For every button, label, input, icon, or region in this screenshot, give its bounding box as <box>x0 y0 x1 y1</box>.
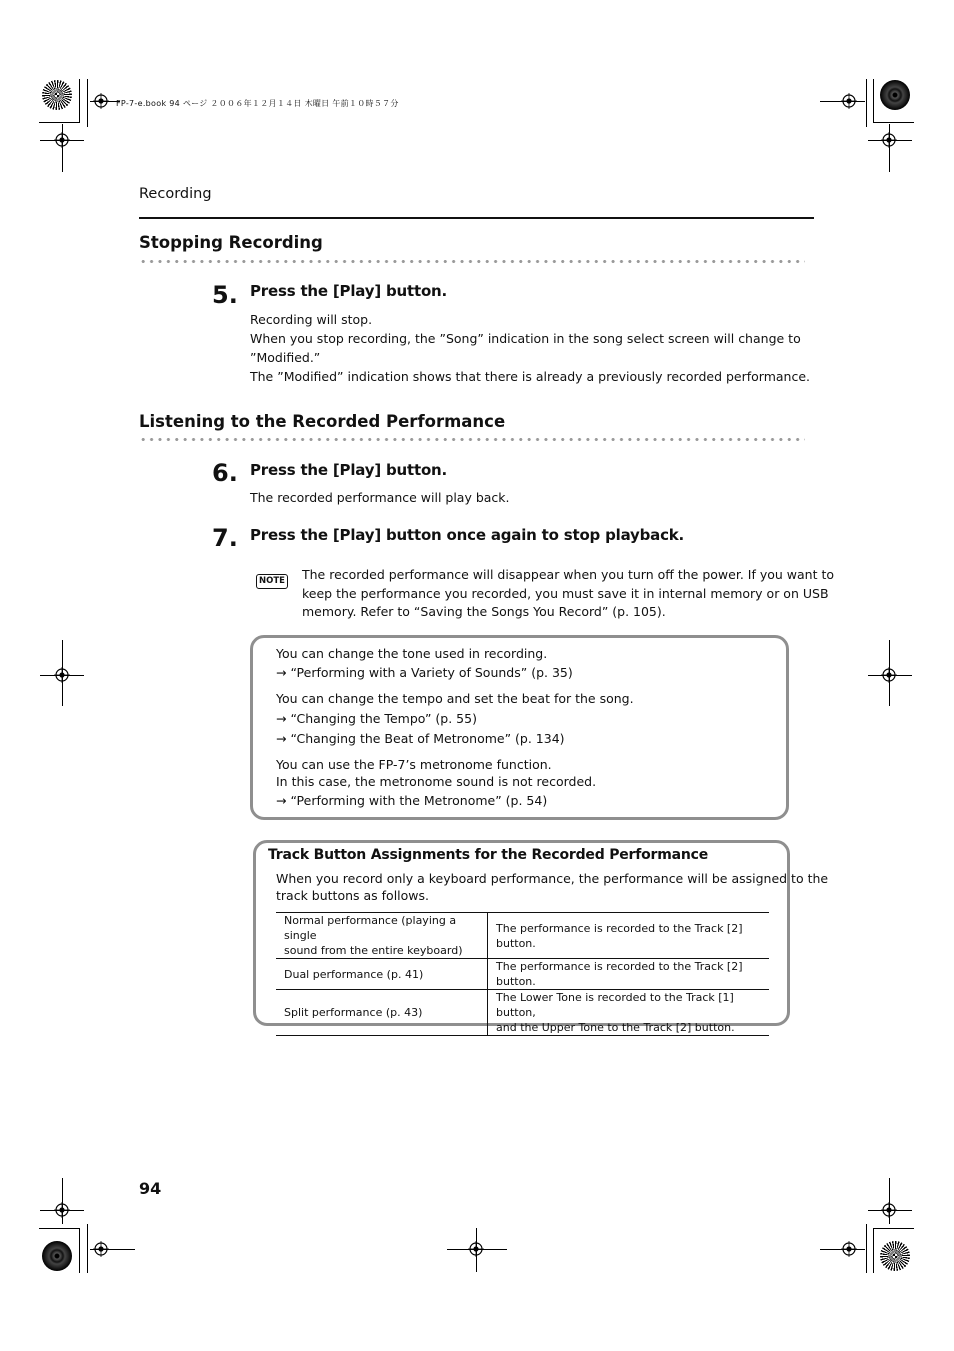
dotted-divider <box>139 259 805 264</box>
header-rule <box>139 217 814 219</box>
registration-mark-icon <box>841 1241 857 1257</box>
registration-mark-icon <box>881 1202 897 1218</box>
track-box-title: Track Button Assignments for the Recorded Performance <box>268 847 709 863</box>
running-head: Recording <box>139 186 212 202</box>
body-text: Recording will stop. <box>250 312 373 327</box>
registration-mark-icon <box>54 667 70 683</box>
table-cell-mode <box>276 913 488 959</box>
body-text: The ”Modified” indication shows that there is already a previously recorded performance. <box>250 369 811 384</box>
dotted-divider <box>139 437 805 442</box>
cell-line: Split performance (p. 43) <box>284 1006 423 1019</box>
color-bar-rosette-icon <box>880 80 910 110</box>
cell-line: The performance is recorded to the Track [2] button. <box>496 960 743 988</box>
tip-text: You can change the tempo and set the beat for the song. <box>276 691 634 706</box>
cell-line: and the Upper Tone to the Track [2] button. <box>496 1021 735 1034</box>
body-text: The recorded performance will play back. <box>250 490 510 505</box>
registration-mark-icon <box>54 132 70 148</box>
registration-mark-icon <box>881 132 897 148</box>
track-box-intro: track buttons as follows. <box>276 888 429 903</box>
step-title: Press the [Play] button. <box>250 461 448 479</box>
section-title-listening: Listening to the Recorded Performance <box>139 412 506 431</box>
cell-line: The Lower Tone is recorded to the Track [1] button, <box>496 991 734 1019</box>
registration-mark-icon <box>468 1241 484 1257</box>
cross-reference: → “Performing with the Metronome” (p. 54) <box>276 793 548 808</box>
body-text: When you stop recording, the ”Song” indication in the song select screen will change to <box>250 331 801 346</box>
note-text: memory. Refer to “Saving the Songs You Record” (p. 105). <box>302 604 666 619</box>
table-cell-mode <box>276 959 488 990</box>
registration-mark-icon <box>841 93 857 109</box>
step-number: 5. <box>212 281 238 309</box>
step-title: Press the [Play] button once again to stop playback. <box>250 526 685 544</box>
color-bar-rosette-icon <box>42 1241 72 1271</box>
step-number: 7. <box>212 524 238 552</box>
table-cell-mode <box>276 990 488 1036</box>
file-info: FP-7-e.book 94 ページ ２００６年１２月１４日 木曜日 午前１０時５７分 <box>116 99 399 108</box>
note-icon: NOTE <box>256 574 288 589</box>
table-row <box>276 913 769 959</box>
cross-reference: → “Performing with a Variety of Sounds” (p. 35) <box>276 665 573 680</box>
tip-text: You can use the FP-7’s metronome function. <box>276 757 552 772</box>
registration-mark-icon <box>93 1241 109 1257</box>
tip-text: You can change the tone used in recording. <box>276 646 548 661</box>
tip-text: In this case, the metronome sound is not recorded. <box>276 774 597 789</box>
table-row <box>276 959 769 990</box>
table-cell-result <box>488 959 770 990</box>
registration-mark-icon <box>881 667 897 683</box>
color-bar-rosette-icon <box>42 80 72 110</box>
color-bar-rosette-icon <box>880 1241 910 1271</box>
step-title: Press the [Play] button. <box>250 282 448 300</box>
table-cell-result <box>488 913 770 959</box>
step-number: 6. <box>212 459 238 487</box>
track-assignment-table <box>276 912 769 1036</box>
cell-line: Dual performance (p. 41) <box>284 967 424 981</box>
track-box-intro: When you record only a keyboard performance, the performance will be assigned to the <box>276 871 829 886</box>
section-title-stopping-recording: Stopping Recording <box>139 233 323 252</box>
registration-mark-icon <box>54 1202 70 1218</box>
page-number: 94 <box>139 1179 162 1198</box>
registration-mark-icon <box>93 93 109 109</box>
table-cell-result <box>488 990 770 1036</box>
cell-line: The performance is recorded to the Track [2] button. <box>496 921 743 950</box>
cell-line: sound from the entire keyboard) <box>284 944 463 957</box>
note-text: The recorded performance will disappear when you turn off the power. If you want to <box>302 567 835 582</box>
table-row <box>276 990 769 1036</box>
cross-reference: → “Changing the Tempo” (p. 55) <box>276 711 477 726</box>
cross-reference: → “Changing the Beat of Metronome” (p. 134) <box>276 731 565 746</box>
body-text: ”Modified.” <box>250 350 321 365</box>
note-text: keep the performance you recorded, you must save it in internal memory or on USB <box>302 586 829 601</box>
cell-line: Normal performance (playing a single <box>284 914 457 942</box>
